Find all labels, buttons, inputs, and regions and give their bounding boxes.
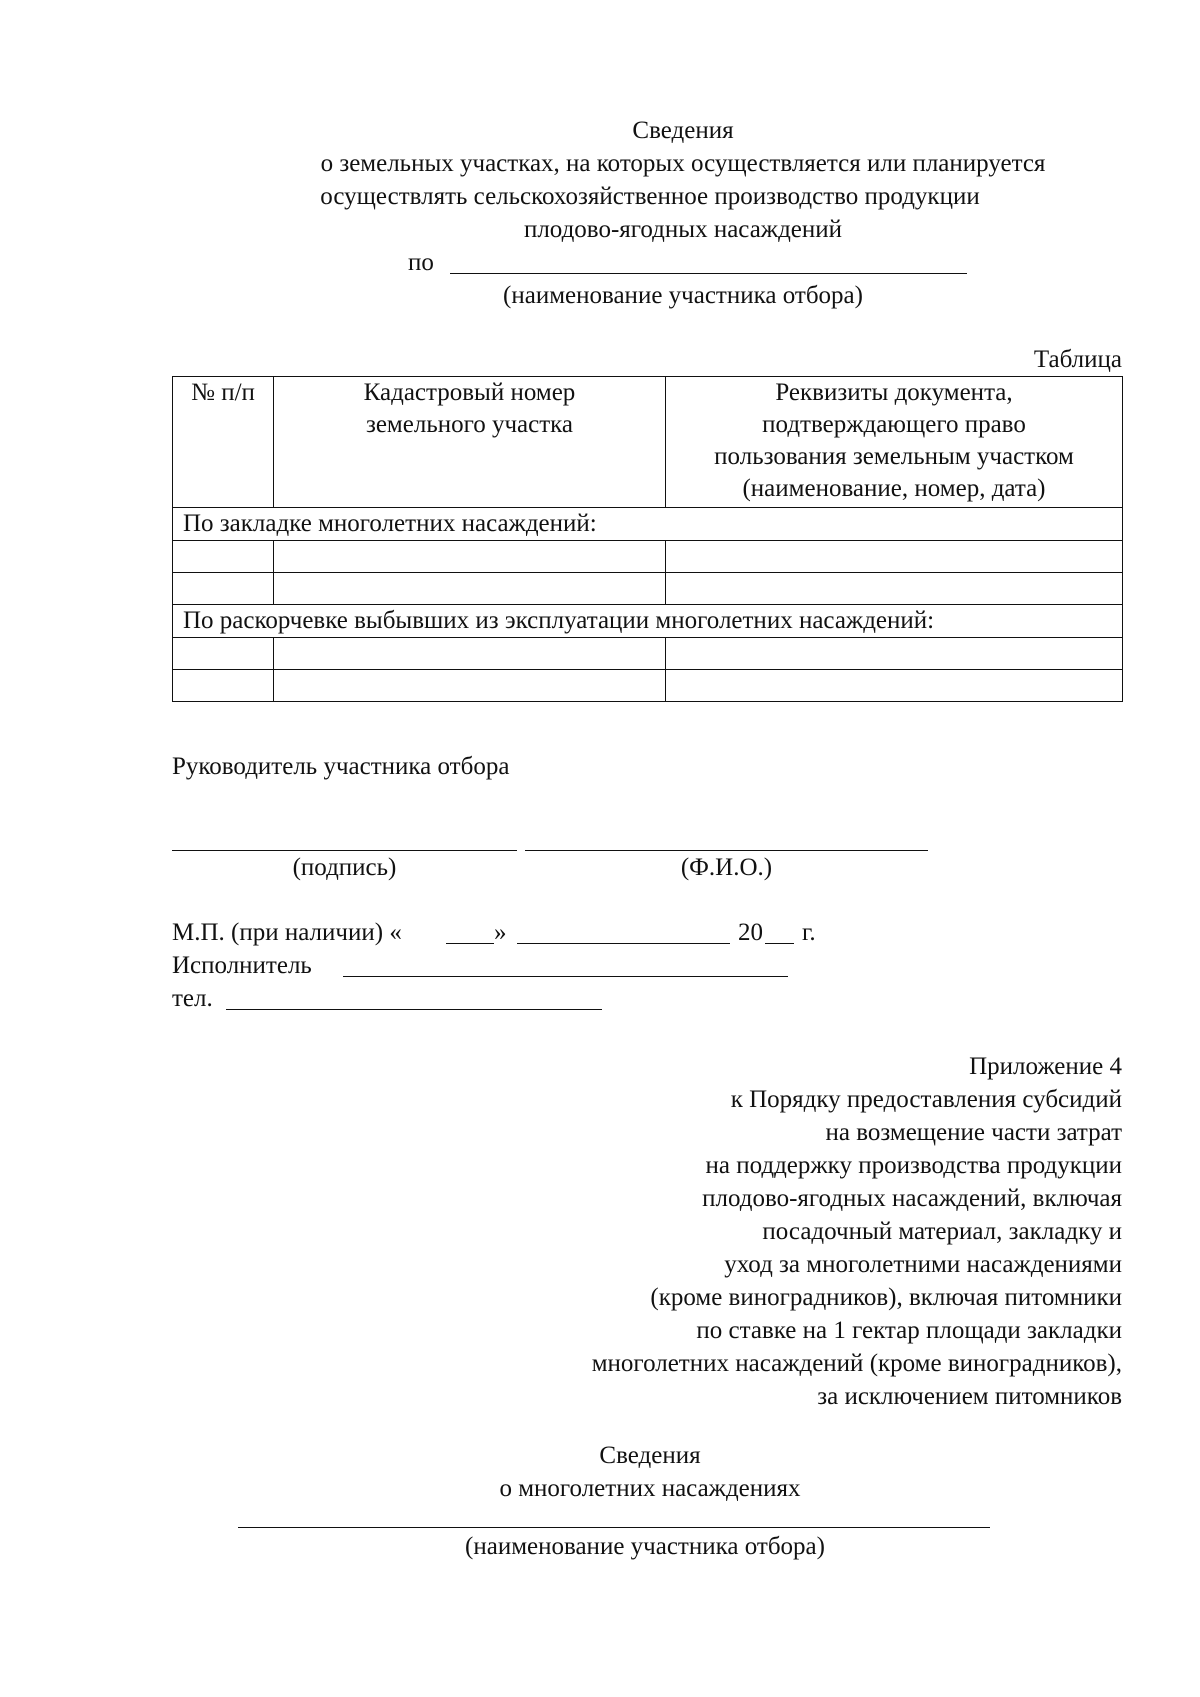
table-cell-empty[interactable]	[274, 573, 666, 605]
section2-subtitle: о многолетних насаждениях	[499, 1475, 801, 1502]
table-cell-empty[interactable]	[274, 670, 666, 702]
appendix-line: посадочный материал, закладку и	[762, 1218, 1122, 1245]
table-cell-empty[interactable]	[666, 541, 1123, 573]
table-cell-empty[interactable]	[274, 638, 666, 670]
table-cell-empty[interactable]	[173, 638, 274, 670]
phone-line[interactable]	[226, 1009, 602, 1010]
stamp-quote-close: »	[494, 919, 507, 946]
participant-name-line[interactable]	[450, 273, 967, 274]
header-cell-number	[173, 377, 274, 508]
table-cell-empty[interactable]	[173, 670, 274, 702]
appendix-line: уход за многолетними насаждениями	[724, 1251, 1122, 1278]
table-cell-empty[interactable]	[173, 573, 274, 605]
header-cadastral-line: Кадастровый номер	[363, 379, 576, 406]
year-prefix: 20	[738, 919, 763, 946]
table-cell-empty[interactable]	[666, 670, 1123, 702]
participant-caption: (наименование участника отбора)	[503, 282, 863, 309]
table-cell-empty[interactable]	[274, 541, 666, 573]
fio-line[interactable]	[525, 850, 928, 851]
table-row	[173, 541, 1123, 573]
header-number-line: № п/п	[191, 379, 255, 406]
section2-title: Сведения	[599, 1442, 701, 1469]
appendix-line: по ставке на 1 гектар площади закладки	[696, 1317, 1122, 1344]
appendix-line: Приложение 4	[969, 1053, 1122, 1080]
table-cell-empty[interactable]	[666, 638, 1123, 670]
header-cell-document	[666, 377, 1123, 508]
table-label: Таблица	[1033, 346, 1122, 373]
year-suffix: г.	[802, 919, 816, 946]
section1-subtitle-line-1: о земельных участках, на которых осуществляется или планируется	[320, 150, 1046, 177]
table-row	[173, 670, 1123, 702]
sign-caption: (подпись)	[292, 854, 397, 881]
stamp-label: М.П. (при наличии) «	[172, 919, 402, 946]
table-row	[173, 638, 1123, 670]
phone-label: тел.	[172, 985, 213, 1012]
header-document-line: (наименование, номер, дата)	[742, 475, 1046, 502]
section1-subtitle-line-2: осуществлять сельскохозяйственное производство продукции	[320, 183, 980, 210]
table-section-row	[173, 605, 1123, 638]
fio-caption: (Ф.И.О.)	[680, 854, 773, 881]
header-document-line: подтверждающего право	[762, 411, 1026, 438]
table-row	[173, 573, 1123, 605]
table-cell-empty[interactable]	[173, 541, 274, 573]
po-label: по	[408, 249, 434, 276]
appendix-line: на возмещение части затрат	[825, 1119, 1122, 1146]
section1-title: Сведения	[632, 117, 734, 144]
section-row-planting: По закладке многолетних насаждений:	[173, 508, 1123, 541]
header-document-line: Реквизиты документа,	[775, 379, 1013, 406]
appendix-line: плодово-ягодных насаждений, включая	[702, 1185, 1122, 1212]
month-line[interactable]	[517, 943, 730, 944]
table-cell-empty[interactable]	[666, 573, 1123, 605]
executor-line[interactable]	[343, 976, 788, 977]
section2-participant-line[interactable]	[238, 1527, 990, 1528]
header-document-line: пользования земельным участком	[714, 443, 1074, 470]
appendix-line: к Порядку предоставления субсидий	[730, 1086, 1122, 1113]
signature-line[interactable]	[172, 850, 517, 851]
appendix-line: на поддержку производства продукции	[705, 1152, 1122, 1179]
land-plots-table	[172, 376, 1123, 702]
appendix-block	[400, 1050, 1122, 1413]
appendix-line: (кроме виноградников), включая питомники	[650, 1284, 1122, 1311]
header-cell-cadastral	[274, 377, 666, 508]
header-cadastral-line: земельного участка	[365, 411, 574, 438]
section2-participant-caption: (наименование участника отбора)	[465, 1533, 825, 1560]
section1-subtitle-line-3: плодово-ягодных насаждений	[523, 216, 843, 243]
table-section-row	[173, 508, 1123, 541]
appendix-line: многолетних насаждений (кроме виноградников),	[591, 1350, 1122, 1377]
executor-label: Исполнитель	[172, 952, 312, 979]
day-line[interactable]	[446, 943, 494, 944]
table-header-row	[173, 377, 1123, 508]
head-label: Руководитель участника отбора	[172, 753, 510, 780]
section-row-uprooting: По раскорчевке выбывших из эксплуатации многолетних насаждений:	[173, 605, 1123, 638]
appendix-line: за исключением питомников	[817, 1383, 1122, 1410]
year-line[interactable]	[765, 943, 794, 944]
